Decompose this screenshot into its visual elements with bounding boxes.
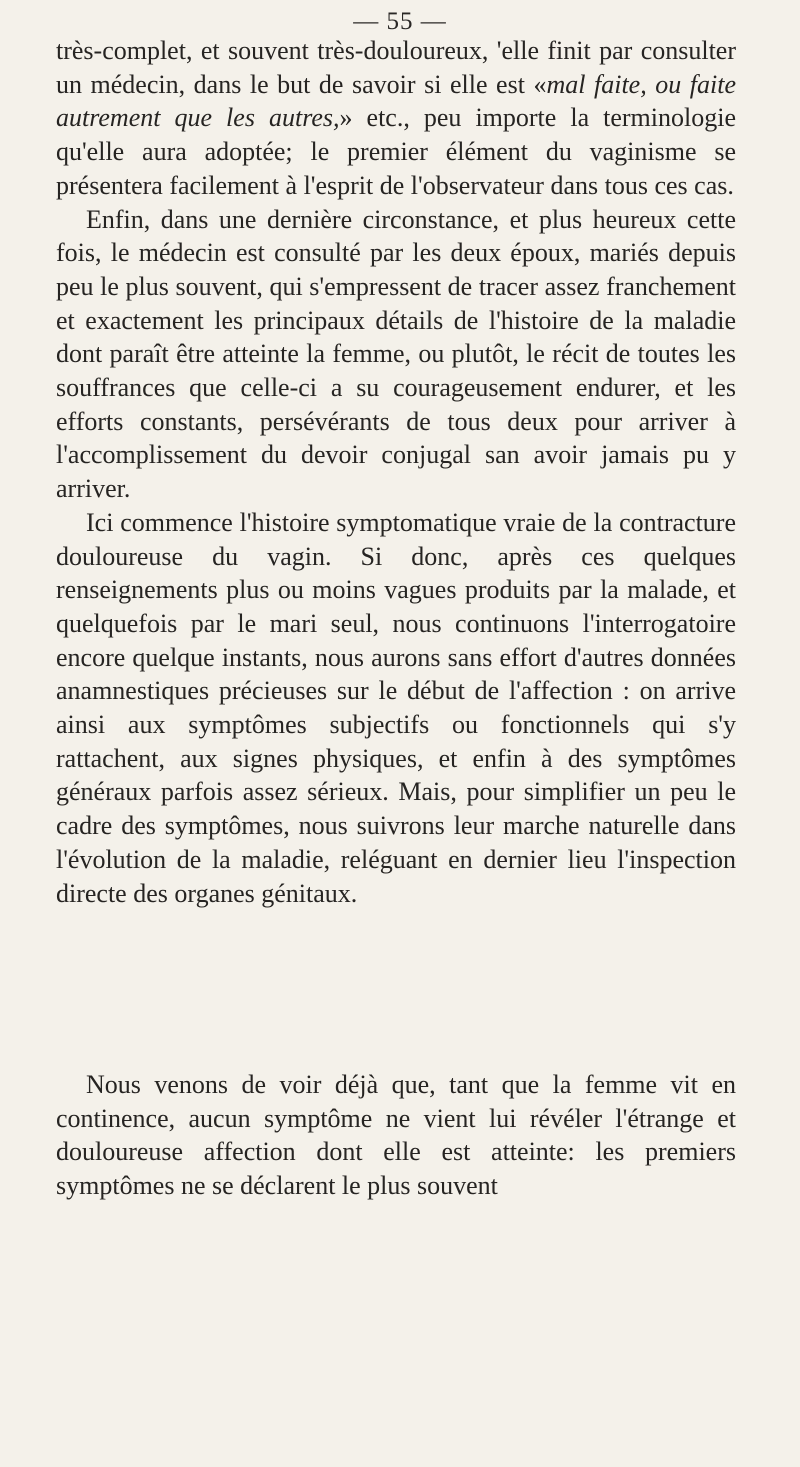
text-block-lower (56, 1068, 736, 1203)
text-block-upper (56, 34, 736, 910)
paragraph-continuation (56, 34, 736, 203)
paragraph-text: » etc., peu importe la terminologie qu'elle aura adoptée; le premier élément du vaginisme se présentera facilement à l'esprit de l'observateur dans tous ces cas. (56, 103, 736, 200)
page-number: — 55 — (353, 8, 447, 35)
paragraph-text: très-complet, et souvent très-douloureux, 'elle finit par consulter un médecin, dans le but de savoir si elle est « (56, 36, 736, 99)
italic-quote: mal faite, ou faite autrement que les autres, (56, 69, 736, 133)
paragraph: Enfin, dans une dernière circonstance, et plus heureux cette fois, le médecin est consulté par les deux époux, mariés depuis peu le plus souvent, qui s'empressent de tracer assez franchement et exactement les principaux détails de l'histoire de la maladie dont paraît être atteinte la femme, ou plutôt, le récit de toutes les souffrances que celle-ci a su courageusement endurer, et les efforts constants, persévérants de tous deux pour arriver à l'accomplissement du devoir conjugal san avoir jamais pu y arriver. (56, 204, 736, 504)
paragraph: Nous venons de voir déjà que, tant que la femme vit en continence, aucun symptôme ne vient lui révéler l'étrange et douloureuse affection dont elle est atteinte: les premiers symptômes ne se déclarent le plus souvent (56, 1070, 736, 1201)
paragraph: Ici commence l'histoire symptomatique vraie de la contracture douloureuse du vagin. Si donc, après ces quelques renseignements plus ou moins vagues produits par la malade, et quelquefois par le mari seul, nous continuons l'interrogatoire encore quelque instants, nous aurons sans effort d'autres données anamnestiques précieuses sur le début de l'affection : on arrive ainsi aux symptômes subjectifs ou fonctionnels qui s'y rattachent, aux signes physiques, et enfin à des symptômes généraux parfois assez sérieux. Mais, pour simplifier un peu le cadre des symptômes, nous suivrons leur marche naturelle dans l'évolution de la maladie, reléguant en dernier lieu l'inspection directe des organes génitaux. (56, 507, 736, 908)
